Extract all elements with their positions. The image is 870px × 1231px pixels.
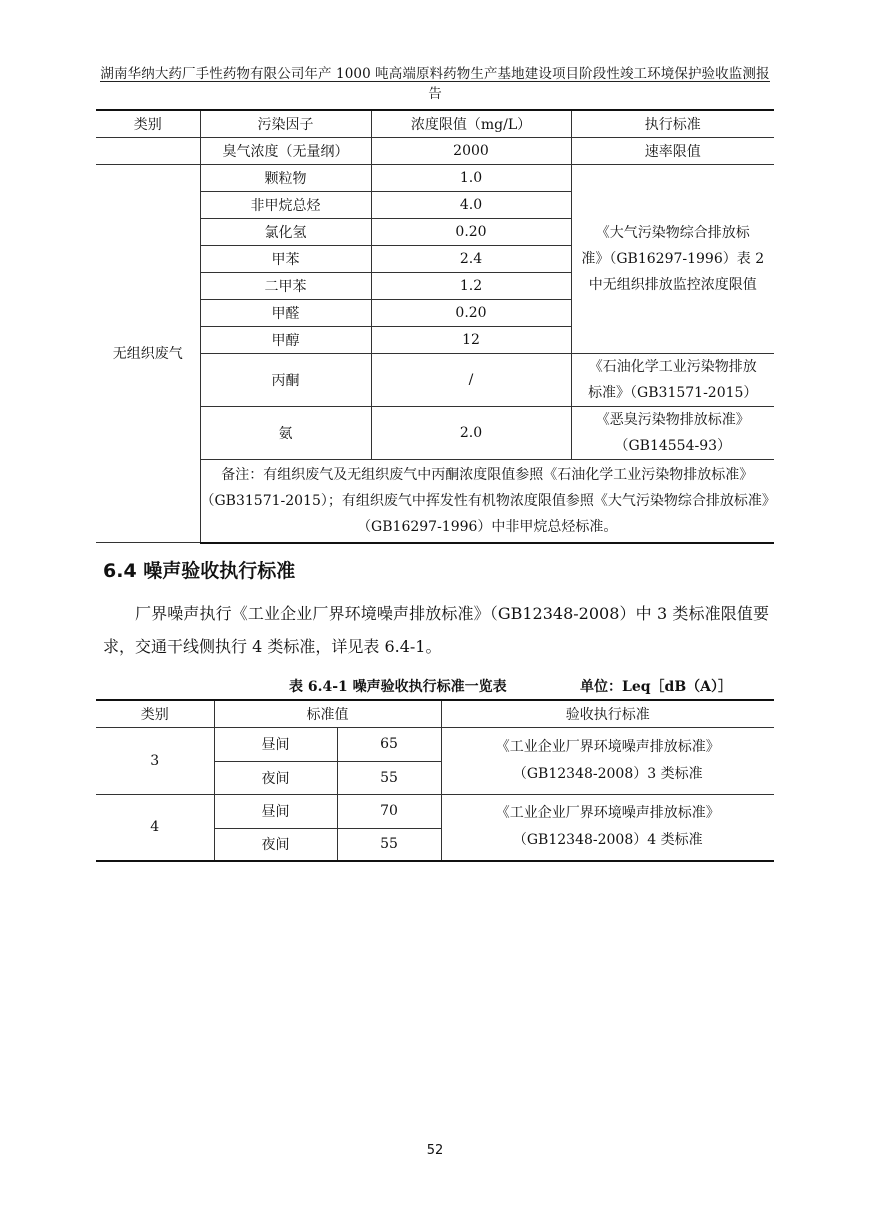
table-unit: 单位：Leq［dB（A）］	[580, 679, 733, 695]
table-caption: 表 6.4-1 噪声验收执行标准一览表	[289, 679, 507, 695]
category-cell	[96, 137, 200, 164]
standard-cell	[441, 794, 774, 861]
table-row	[96, 164, 774, 191]
value-cell: 55	[337, 761, 441, 794]
standard-cell	[441, 727, 774, 794]
period-cell: 夜间	[214, 828, 337, 861]
table-row	[96, 727, 774, 761]
standard-line: （GB14554-93）	[614, 437, 732, 454]
standard-line: （GB12348-2008）3 类标准	[512, 765, 703, 782]
header-cell: 浓度限值（mg/L）	[371, 110, 571, 137]
limit-cell: 0.20	[371, 299, 571, 326]
table-header-row	[96, 700, 774, 727]
air-standards-table	[96, 109, 774, 544]
note-line: 备注：有组织废气及无组织废气中丙酮浓度限值参照《石油化学工业污染物排放标准》	[221, 466, 754, 483]
limit-cell: 2000	[371, 137, 571, 164]
factor-cell: 氨	[200, 406, 371, 459]
value-cell: 55	[337, 828, 441, 861]
header-cell: 标准值	[214, 700, 441, 727]
page-header: 湖南华纳大药厂手性药物有限公司年产 1000 吨高端原料药物生产基地建设项目阶段性竣工环境保护验收监测报告	[100, 66, 770, 102]
factor-cell: 丙酮	[200, 353, 371, 406]
factor-cell: 甲苯	[200, 245, 371, 272]
period-cell: 夜间	[214, 761, 337, 794]
header-cell: 污染因子	[200, 110, 371, 137]
factor-cell: 二甲苯	[200, 272, 371, 299]
standard-cell	[571, 164, 774, 353]
category-cell: 无组织废气	[96, 164, 200, 543]
standard-cell: 速率限值	[571, 137, 774, 164]
table-note	[200, 459, 774, 543]
standard-line: 标准》（GB31571-2015）	[588, 384, 758, 401]
limit-cell: 0.20	[371, 218, 571, 245]
standard-line: 《恶臭污染物排放标准》	[595, 411, 750, 428]
limit-cell: /	[371, 353, 571, 406]
factor-cell: 氯化氢	[200, 218, 371, 245]
header-rule	[100, 81, 770, 82]
page-number: 52	[426, 1143, 444, 1158]
value-cell: 65	[337, 727, 441, 761]
limit-cell: 1.0	[371, 164, 571, 191]
section-heading: 6.4 噪声验收执行标准	[103, 560, 296, 582]
table-row	[96, 137, 774, 164]
factor-cell: 臭气浓度（无量纲）	[200, 137, 371, 164]
standard-line: （GB12348-2008）4 类标准	[512, 832, 703, 849]
standard-line: 准》（GB16297-1996）表 2	[581, 250, 765, 267]
period-cell: 昼间	[214, 794, 337, 828]
factor-cell: 甲醛	[200, 299, 371, 326]
table-header-row	[96, 110, 774, 137]
standard-line: 中无组织排放监控浓度限值	[588, 276, 757, 293]
header-cell: 执行标准	[571, 110, 774, 137]
category-cell: 4	[96, 794, 214, 861]
limit-cell: 2.4	[371, 245, 571, 272]
period-cell: 昼间	[214, 727, 337, 761]
note-line: （GB16297-1996）中非甲烷总烃标准。	[357, 518, 618, 535]
limit-cell: 2.0	[371, 406, 571, 459]
standard-cell	[571, 353, 774, 406]
factor-cell: 非甲烷总烃	[200, 191, 371, 218]
header-cell: 类别	[96, 700, 214, 727]
limit-cell: 12	[371, 326, 571, 353]
factor-cell: 甲醇	[200, 326, 371, 353]
limit-cell: 4.0	[371, 191, 571, 218]
header-cell: 类别	[96, 110, 200, 137]
standard-line: 《石油化学工业污染物排放	[588, 358, 757, 375]
table-row	[96, 794, 774, 828]
noise-standards-table	[96, 699, 774, 862]
header-cell: 验收执行标准	[441, 700, 774, 727]
value-cell: 70	[337, 794, 441, 828]
standard-cell	[571, 406, 774, 459]
note-line: （GB31571-2015）；有组织废气中挥发性有机物浓度限值参照《大气污染物综合排放标准》	[200, 492, 776, 509]
body-paragraph: 厂界噪声执行《工业企业厂界环境噪声排放标准》（GB12348-2008）中 3 类标准限值要求，交通干线侧执行 4 类标准，详见表 6.4-1。	[103, 604, 769, 656]
standard-line: 《工业企业厂界环境噪声排放标准》	[495, 738, 720, 755]
factor-cell: 颗粒物	[200, 164, 371, 191]
category-cell: 3	[96, 727, 214, 794]
limit-cell: 1.2	[371, 272, 571, 299]
standard-line: 《工业企业厂界环境噪声排放标准》	[495, 805, 720, 822]
standard-line: 《大气污染物综合排放标	[595, 224, 750, 241]
